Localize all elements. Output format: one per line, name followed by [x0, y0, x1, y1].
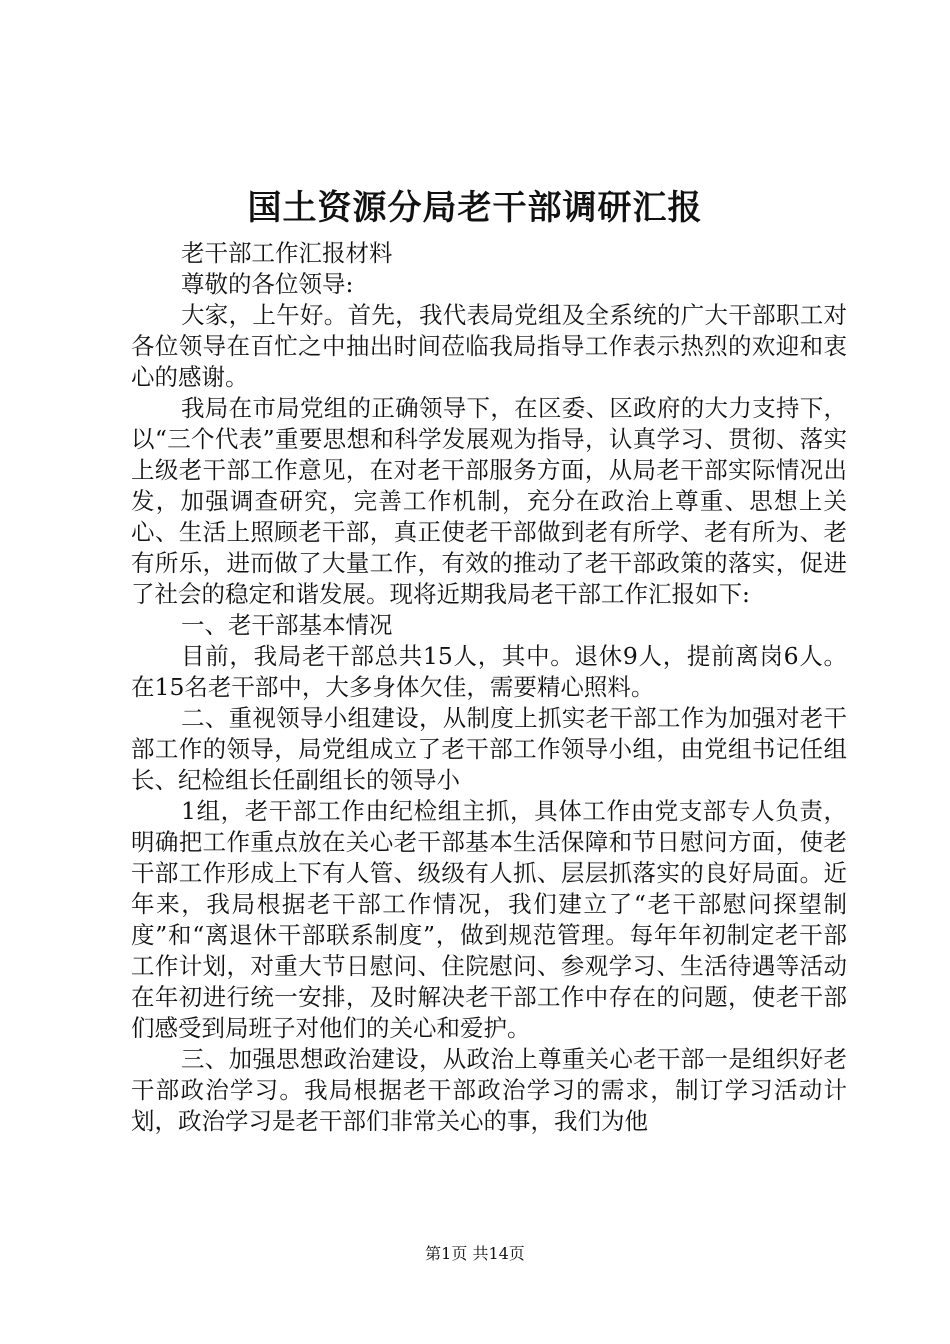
document-body — [131, 238, 847, 1137]
paragraph-greeting: 大家，上午好。首先，我代表局党组及全系统的广大干部职工对各位领导在百忙之中抽出时间莅临我局指导工作表示热烈的欢迎和衷心的感谢。 — [131, 301, 847, 391]
paragraph-political-study: 三、加强思想政治建设，从政治上尊重关心老干部一是组织好老干部政治学习。我局根据老干部政治学习的需求，制订学习活动计划，政治学习是老干部们非常关心的事，我们为他 — [131, 1045, 847, 1135]
paragraph-basic-info: 目前，我局老干部总共15人，其中。退休9人，提前离岗6人。在15名老干部中，大多身体欠佳，需要精心照料。 — [131, 642, 847, 701]
paragraph-salutation: 尊敬的各位领导: — [181, 270, 354, 298]
paragraph-leadership-continued: 1组，老干部工作由纪检组主抓，具体工作由党支部专人负责，明确把工作重点放在关心老干部基本生活保障和节日慰问方面，使老干部工作形成上下有人管、级级有人抓、层层抓落实的良好局面。近年来，我局根据老干部工作情况，我们建立了“老干部慰问探望制度”和“离退休干部联系制度”，做到规范管理。每年年初制定老干部工作计划，对重大节日慰问、住院慰问、参观学习、生活待遇等活动在年初进行统一安排，及时解决老干部工作中存在的问题，使老干部们感受到局班子对他们的关心和爱护。 — [131, 797, 847, 1042]
page-footer: 第1页 共14页 — [425, 1244, 525, 1263]
document-title: 国土资源分局老干部调研汇报 — [247, 188, 703, 228]
paragraph-leadership: 二、重视领导小组建设，从制度上抓实老干部工作为加强对老干部工作的领导，局党组成立了老干部工作领导小组，由党组书记任组长、纪检组长任副组长的领导小 — [131, 704, 847, 794]
paragraph-subtitle: 老干部工作汇报材料 — [181, 239, 393, 267]
paragraph-overview: 我局在市局党组的正确领导下，在区委、区政府的大力支持下，以“三个代表”重要思想和科学发展观为指导，认真学习、贯彻、落实上级老干部工作意见，在对老干部服务方面，从局老干部实际情况出发，加强调查研究，完善工作机制，充分在政治上尊重、思想上关心、生活上照顾老干部，真正使老干部做到老有所学、老有所为、老有所乐，进而做了大量工作，有效的推动了老干部政策的落实，促进了社会的稳定和谐发展。现将近期我局老干部工作汇报如下: — [131, 394, 847, 608]
section-heading-basic-info: 一、老干部基本情况 — [181, 611, 393, 639]
